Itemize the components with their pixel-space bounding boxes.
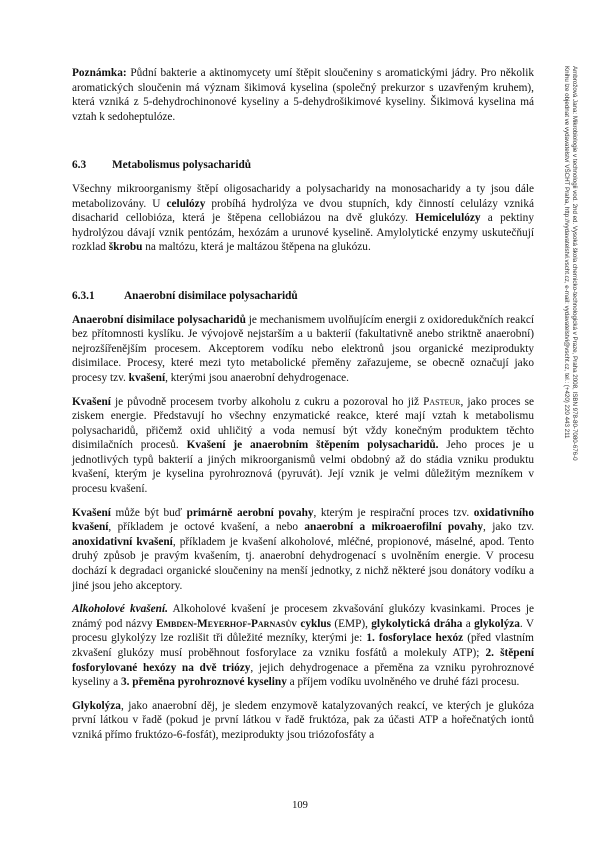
alcohol-fermentation-paragraph: Alkoholové kvašení. Alkoholové kvašení je procesem zkvašování glukózy kvasinkami. Proces je známý pod názvy Embden-Meyerhof-Parnasův cyklus (EMP), glykolytická dráha a glykolýza. V procesu glykolýzy lze rozlišit tři důležité mezníky, kterými je: 1. fosforylace hexóz (před vlastním zkvašení glukózy musí proběhnout fosforylace za vzniku fosfátů a molekuly ATP); 2. štěpení fosforylované hexózy na dvě triózy, jejich dehydrogenace a přeměna za vzniku pyrohroznové kyseliny a 3. přeměna pyrohroznové kyseliny a příjem vodíku uvolněného ve druhé fázi procesu. [72,603,535,689]
side-citation-line-1: Ambrožová Jana: Mikrobiologie v technologii vod. 2nd ed. Vysoká škola chemicko-technologická v Praze, Praha 2008, ISBN 978-80-7080-676-0 [571,66,578,461]
fermentation-paragraph: Kvašení je původně procesem tvorby alkoholu z cukru a pozoroval ho již Pasteur, jako proces se ziskem energie. Představují ho všechny enzymatické reakce, které mají vztah k metabolismu polysacharidů, přičemž oxid uhličitý a voda nemusí být vždy konečným produktem těchto disimilačních procesů. Kvašení je anaerobním štěpením polysacharidů. Jeho proces je u jednotlivých typů bakterií a jiných mikroorganismů velmi obdobný až do stádia vzniku produktu kvašení, kterým je kyselina pyrohroznová (pyruvát). Její vznik je velmi důležitým mezníkem v procesu kvašení. [72,395,534,496]
glycolysis-paragraph: Glykolýza, jako anaerobní děj, je sledem enzymově katalyzovaných reakcí, ve kterých je glukóza první látkou v řadě (pokud je první látkou v řadě fruktóza, pak za účasti ATP a hořečnatých iontů vzniká přímo fruktózo-6-fosfát), meziprodukty jsou triózofosfáty a [72,699,534,741]
fermentation-types-paragraph: Kvašení může být buď primárně aerobní povahy, kterým je respirační proces tzv. oxidativního kvašení, příkladem je octové kvašení, a nebo anaerobní a mikroaerofilní povahy, jako tzv. anoxidativní kvašení, příkladem je kvašení alkoholové, mléčné, propionové, máselné, apod. Tento druhý způsob je pravým kvašením, tj. anaerobní dehydrogenací s uvolněním energie. V procesu dochází k degradaci organické sloučeniny na menší jednotky, z nichž některé jsou donátory vodíku a jiné jsou jeho akceptory. [72,506,534,592]
anaerobic-paragraph: Anaerobní disimilace polysacharidů je mechanismem uvolňujícím energii z oxidoredukčních reakcí bez přítomnosti kyslíku. Je vývojově nejstarším a u bakterií (fakultativně anebo striktně anaerobní) nejrozšířenějším procesem. Akceptorem vodíku nebo elektronů jsou organické meziprodukty disimilace. Procesy, které mezi tyto metabolické přeměny zařazujeme, se obecně označují jako procesy tzv. kvašení, kterými jsou anaerobní dehydrogenace. [72,313,534,384]
side-citation [562,66,578,626]
note-paragraph: Poznámka: Půdní bakterie a aktinomycety umí štěpit sloučeniny s aromatickými jádry. Pro několik aromatických sloučenin má význam šikimová kyselina (společný prekurzor s uzavřeným kruhem), která vzniká z 5-dehydrochinonové kyseliny a 5-dehydrošikimové kyseliny. Šikimová kyselina má vztah k sedoheptulóze. [72,67,534,123]
note-label: Poznámka: [72,67,127,79]
intro-paragraph: Všechny mikroorganismy štěpí oligosacharidy a polysacharidy na monosacharidy a ty jsou dále metabolizovány. U celulózy probíhá hydrolýza ve dvou stupních, kdy činností celulázy vzniká disacharid cellobióza, která je štěpena cellobiázou na dvě glukózy. Hemicelulózy a pektiny hydrolýzou dávají vznik pentózám, hexózám a urunové kyselině. Amylolytické enzymy uskutečňují rozklad škrobu na maltózu, která je maltázou štěpena na glukózu. [72,182,534,254]
page-content [72,66,534,743]
page-number: 109 [292,800,308,811]
section-heading-6-3-1: 6.3.1 Anaerobní disimilace polysacharidů [72,289,298,302]
section-heading-6-3: 6.3 Metabolismus polysacharidů [72,159,252,172]
side-citation-line-2: Knihu lze objednat ve vydavatelství VŠCHT Praha, http://vydavatelstvi.vscht.cz, e-mail: vydavatelstvi@vscht.cz, tel.: (+420) 220 443 211 [562,66,570,439]
